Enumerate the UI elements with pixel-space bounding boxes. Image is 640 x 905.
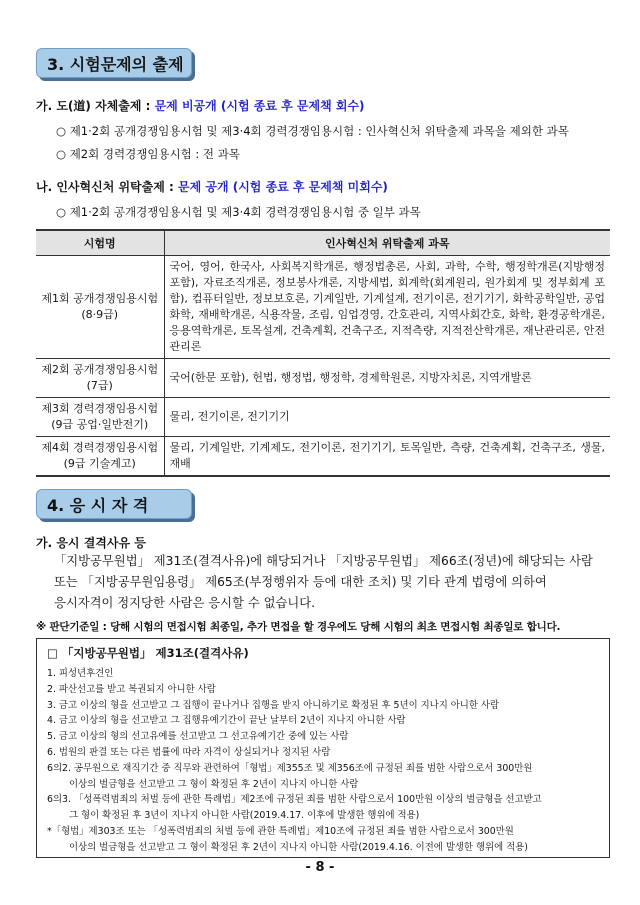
subsection-b-highlight: 문제 공개 (시험 종료 후 문제책 미회수) — [178, 180, 388, 194]
exam-name-cell — [36, 398, 164, 437]
list-item: 1. 피성년후견인 — [47, 668, 114, 679]
table-header-row — [36, 230, 610, 256]
subjects-cell: 국어(한문 포함), 헌법, 행정법, 행정학, 경제학원론, 지방자치론, 지역개발론 — [164, 359, 610, 398]
table-row — [36, 256, 610, 359]
subsection-b-bullet: ○ 제1·2회 공개경쟁임용시험 및 제3·4회 경력경쟁임용시험 중 일부 과목 — [56, 205, 421, 219]
exam-name-cell — [36, 256, 164, 359]
subjects-cell: 물리, 기계일반, 기계제도, 전기이론, 전기기기, 토목일반, 측량, 건축계획, 건축구조, 생물, 재배 — [164, 437, 610, 477]
exam-name-cell — [36, 359, 164, 398]
list-item: 4. 금고 이상의 형을 선고받고 그 집행유예기간이 끝난 날부터 2년이 지나지 아니한 사람 — [47, 715, 406, 727]
list-item: 3. 금고 이상의 형을 선고받고 그 집행이 끝나거나 집행을 받지 아니하기로 확정된 후 5년이 지나지 아니한 사람 — [47, 699, 500, 711]
list-item: 6의2. 공무원으로 재직기간 중 직무와 관련하여「형법」제355조 및 제356조에 규정된 죄를 범한 사람으로서 300만원 — [47, 762, 533, 774]
list-item: 6. 법원의 판결 또는 다른 법률에 따라 자격이 상실되거나 정지된 사람 — [47, 746, 331, 758]
list-item: 그 형이 확정된 후 3년이 지나지 아니한 사람(2019.4.17. 이후에 발생한 행위에 적용) — [69, 810, 420, 822]
list-item: 이상의 벌금형을 선고받고 그 형이 확정된 후 2년이 지나지 아니한 사람(2019.4.16. 이전에 발생한 행위에 적용) — [69, 841, 528, 853]
criteria-date-note: ※ 판단기준일 : 당해 시험의 면접시험 최종일, 추가 면접을 할 경우에도 당해 시험의 최초 면접시험 최종일로 합니다. — [36, 621, 561, 633]
disqualification-list — [47, 666, 597, 856]
list-item: 2. 파산선고를 받고 복권되지 아니한 사람 — [47, 683, 216, 695]
table-row — [36, 359, 610, 398]
exam-name: 제1회 공개경쟁임용시험 — [41, 292, 159, 305]
page-number: - 8 - — [305, 860, 335, 875]
exam-name-cell — [36, 437, 164, 477]
table-row — [36, 437, 610, 477]
exam-subjects-table — [36, 229, 610, 477]
table-row — [36, 398, 610, 437]
exam-name: 제3회 경력경쟁임용시험 — [41, 402, 159, 415]
subsection-b-heading — [36, 178, 388, 195]
exam-grade: (9급 공업·일반전기) — [51, 418, 149, 431]
subsection-a-bullet-1: ○ 제1·2회 공개경쟁임용시험 및 제3·4회 경력경쟁임용시험 : 인사혁신처 위탁출제 과목을 제외한 과목 — [56, 124, 569, 138]
subsection-a-highlight: 문제 비공개 (시험 종료 후 문제책 회수) — [154, 99, 365, 113]
exam-grade: (8·9급) — [81, 308, 119, 321]
subsection-a-heading — [36, 97, 365, 114]
subjects-cell: 국어, 영어, 한국사, 사회복지학개론, 행정법총론, 사회, 과학, 수학, 행정학개론(지방행정 포함), 자료조직개론, 정보봉사개론, 지방세법, 회계학(회계원리, 원가회계 및 정부회계 포함), 컴퓨터일반, 정보보호론, 기계일반, 기계설계, 전기이론, 전기기기, 화학공학일반, 공업화학, 재배학개론, 식용작물, 조림, 임업경영, 간호관리, 지역사회간호, 화학, 환경공학개론, 응용역학개론, 토목설계, 건축계획, 건축구조, 지적측량, 지적전산학개론, 재난관리론, 안전관리론 — [164, 256, 610, 359]
disqualification-box — [36, 638, 610, 858]
section-4-header: 4. 응 시 자 격 — [36, 489, 192, 519]
section-4-subheading: 가. 응시 결격사유 등 — [36, 536, 146, 550]
subjects-cell: 물리, 전기이론, 전기기기 — [164, 398, 610, 437]
disqualification-paragraph — [54, 551, 616, 614]
list-item: 5. 금고 이상의 형의 선고유예를 선고받고 그 선고유예기간 중에 있는 사람 — [47, 731, 349, 743]
paragraph-line: 응시자격이 정지당한 사람은 응시할 수 없습니다. — [54, 596, 316, 610]
subsection-b-prefix: 나. 인사혁신처 위탁출제 : — [36, 180, 178, 194]
list-item: 6의3. 「성폭력범죄의 처벌 등에 관한 특례법」제2조에 규정된 죄를 범한 사람으로서 100만원 이상의 벌금형을 선고받고 — [47, 794, 542, 806]
list-item: 이상의 벌금형을 선고받고 그 형이 확정된 후 2년이 지나지 아니한 사람 — [69, 778, 359, 790]
subsection-a-bullet-2: ○ 제2회 경력경쟁임용시험 : 전 과목 — [56, 147, 240, 161]
box-title: □ 「지방공무원법」 제31조(결격사유) — [47, 646, 249, 660]
exam-name: 제2회 공개경쟁임용시험 — [41, 363, 159, 376]
list-item: *「형법」제303조 또는 「성폭력범죄의 처벌 등에 관한 특례법」제10조에 규정된 죄를 범한 사람으로서 300만원 — [47, 825, 514, 837]
exam-grade: (9급 기술계고) — [63, 457, 136, 470]
header-subjects: 인사혁신처 위탁출제 과목 — [164, 230, 610, 256]
paragraph-line: 또는 「지방공무원임용령」 제65조(부정행위자 등에 대한 조치) 및 기타 관계 법령에 의하여 — [54, 575, 547, 589]
exam-name: 제4회 경력경쟁임용시험 — [41, 441, 159, 454]
section-3-header: 3. 시험문제의 출제 — [36, 48, 192, 78]
subsection-a-prefix: 가. 도(道) 자체출제 : — [36, 99, 155, 113]
paragraph-line: 「지방공무원법」 제31조(결격사유)에 해당되거나 「지방공무원법」 제66조(정년)에 해당되는 사람 — [54, 554, 593, 568]
exam-grade: (7급) — [86, 379, 113, 392]
header-exam-name: 시험명 — [36, 230, 164, 256]
